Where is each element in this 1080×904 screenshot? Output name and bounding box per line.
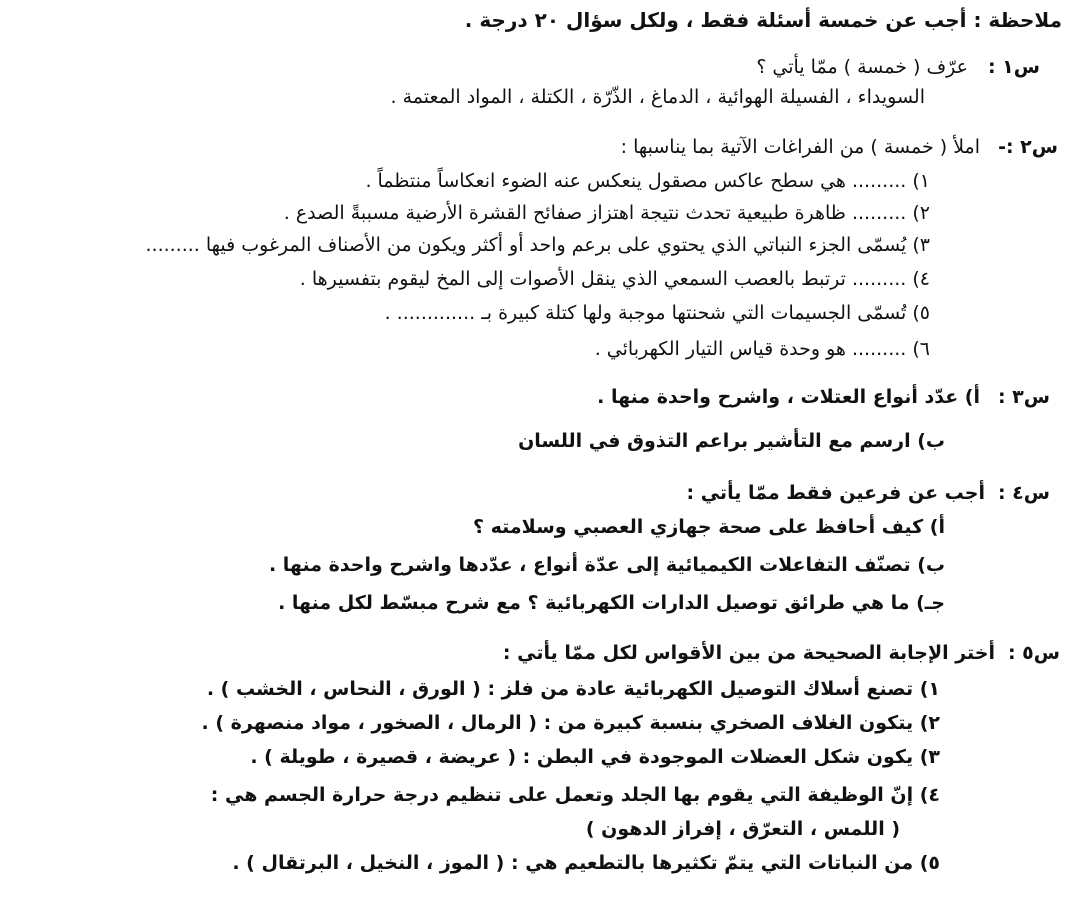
q2-item: ٦) ......... هو وحدة قياس التيار الكهربائي .: [594, 338, 930, 360]
q2-item: ٥) تُسمّى الجسيمات التي شحنتها موجبة ولها كتلة كبيرة بـ ............. .: [384, 302, 930, 324]
q4-prompt: أجب عن فرعين فقط ممّا يأتي :: [686, 482, 985, 504]
q3-part-a: أ) عدّد أنواع العتلات ، واشرح واحدة منها .: [597, 386, 980, 408]
q4-item: أ) كيف أحافظ على صحة جهازي العصبي وسلامته ؟: [473, 516, 945, 538]
q2-item: ٣) يُسمّى الجزء النباتي الذي يحتوي على برعم واحد أو أكثر ويكون من الأصناف المرغوب فيها .........: [145, 234, 930, 256]
q2-label: س٢ :-: [998, 136, 1058, 158]
q4-item: ب) تصنّف التفاعلات الكيميائية إلى عدّة أنواع ، عدّدها واشرح واحدة منها .: [268, 554, 945, 576]
q3-part-b: ب) ارسم مع التأشير براعم التذوق في اللسان: [518, 430, 945, 452]
q1-prompt: عرّف ( خمسة ) ممّا يأتي ؟: [756, 56, 968, 78]
q2-item: ١) ......... هي سطح عاكس مصقول ينعكس عنه الضوء انعكاساً منتظماً .: [365, 170, 930, 192]
q1-terms: السويداء ، الفسيلة الهوائية ، الدماغ ، الذّرّة ، الكتلة ، المواد المعتمة .: [390, 86, 925, 108]
q5-item: ٢) يتكون الغلاف الصخري بنسبة كبيرة من : ( الرمال ، الصخور ، مواد منصهرة ) .: [201, 712, 940, 734]
exam-note: ملاحظة : أجب عن خمسة أسئلة فقط ، ولكل سؤال ٢٠ درجة .: [464, 8, 1062, 32]
q5-item: ٣) يكون شكل العضلات الموجودة في البطن : ( عريضة ، قصيرة ، طويلة ) .: [250, 746, 940, 768]
q4-item: جـ) ما هي طرائق توصيل الدارات الكهربائية ؟ مع شرح مبسّط لكل منها .: [278, 592, 945, 614]
q3-label: س٣ :: [997, 386, 1050, 408]
q2-prompt: املأ ( خمسة ) من الفراغات الآتية بما يناسبها :: [620, 136, 980, 158]
q2-item: ٢) ......... ظاهرة طبيعية تحدث نتيجة اهتزاز صفائح القشرة الأرضية مسببةً الصدع .: [283, 202, 930, 224]
q1-label: س١ :: [987, 56, 1040, 78]
q5-item: ١) تصنع أسلاك التوصيل الكهربائية عادة من فلز : ( الورق ، النحاس ، الخشب ) .: [206, 678, 940, 700]
q2-item: ٤) ......... ترتبط بالعصب السمعي الذي ينقل الأصوات إلى المخ ليقوم بتفسيرها .: [299, 268, 930, 290]
q4-label: س٤ :: [997, 482, 1050, 504]
q5-prompt: أختر الإجابة الصحيحة من بين الأقواس لكل ممّا يأتي :: [502, 642, 995, 664]
q5-item: ٥) من النباتات التي يتمّ تكثيرها بالتطعيم هي : ( الموز ، النخيل ، البرتقال ) .: [232, 852, 940, 874]
q5-item: ٤) إنّ الوظيفة التي يقوم بها الجلد وتعمل على تنظيم درجة حرارة الجسم هي :: [210, 784, 940, 806]
q5-item-options: ( اللمس ، التعرّق ، إفراز الدهون ): [585, 818, 900, 840]
q5-label: س٥ :: [1007, 642, 1060, 664]
